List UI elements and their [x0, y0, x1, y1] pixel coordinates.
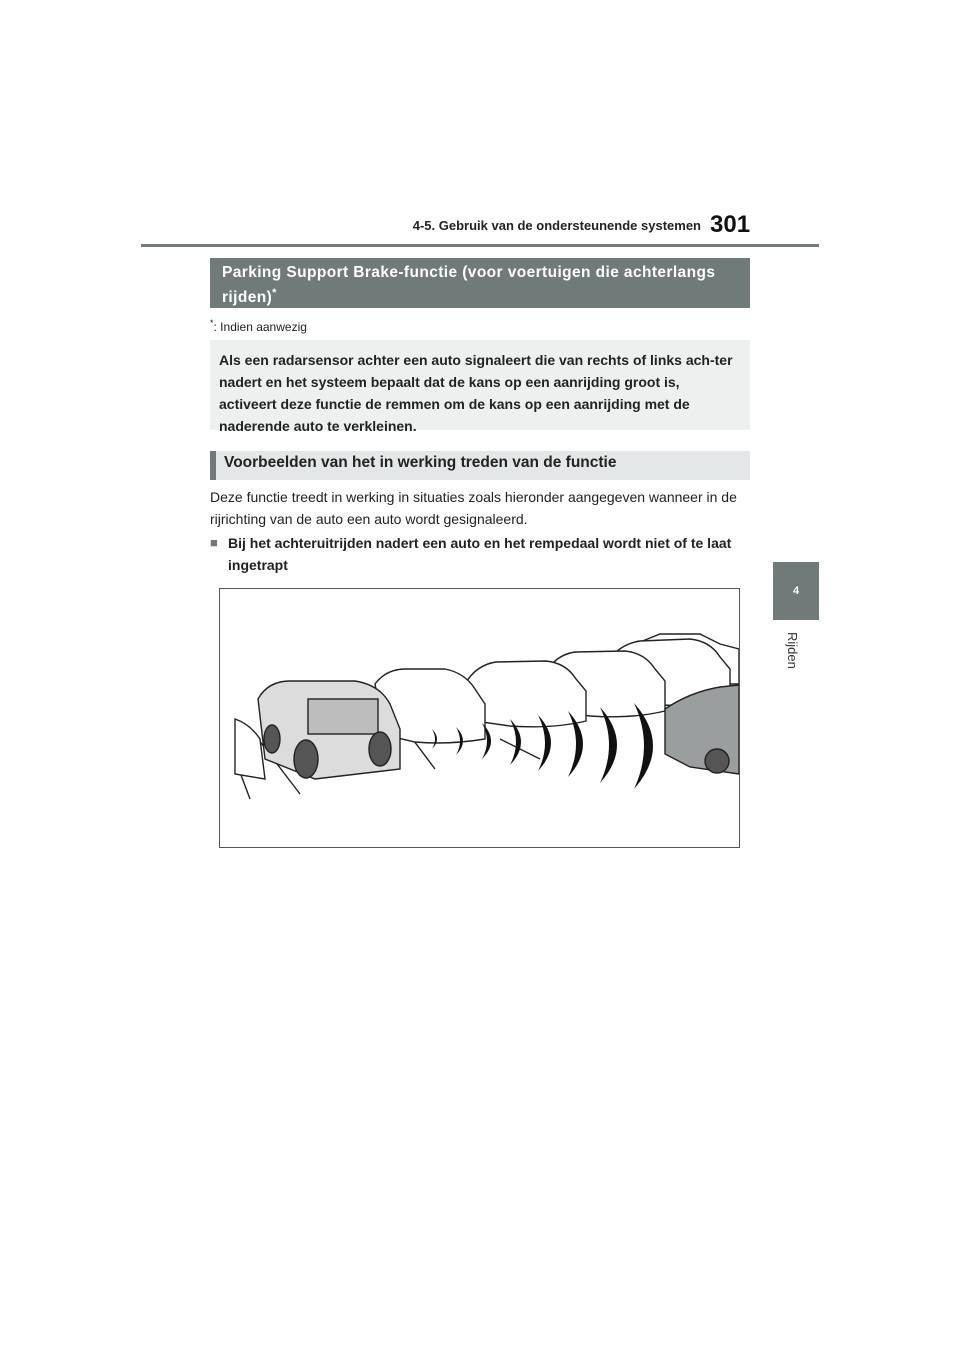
left-parked-car [235, 719, 265, 779]
bullet-square-icon: ■ [210, 535, 218, 550]
parking-scene-illustration [220, 589, 739, 847]
chapter-tab [773, 562, 819, 620]
chapter-tab-label: Rijden [785, 632, 800, 669]
section-title-text: Parking Support Brake-functie (voor voertuigen die achterlangs rijden) [222, 264, 716, 307]
subheading: Voorbeelden van het in werking treden van de functie [210, 451, 750, 480]
intro-paragraph: Als een radarsensor achter een auto signaleert die van rechts of links ach-ter nadert en het systeem bepaalt dat de kans op een aanrijding groot is, activeert deze functie de remmen om de kans op een aanrijding met de naderende auto te verkleinen. [210, 340, 750, 430]
footnote [210, 318, 307, 334]
chapter-tab-number: 4 [792, 585, 800, 597]
section-title [210, 258, 750, 308]
chapter-section-header: 4-5. Gebruik van de ondersteunende systemen [412, 218, 701, 233]
header-divider [141, 244, 819, 247]
bullet-text: Bij het achteruitrijden nadert een auto en het rempedaal wordt niet of te laat ingetrapt [228, 535, 732, 573]
section-title-asterisk: * [272, 287, 277, 299]
body-paragraph: Deze functie treedt in werking in situaties zoals hieronder aangegeven wanneer in de rijrichting van de auto een auto wordt gesignaleerd. [210, 489, 737, 527]
footnote-text: : Indien aanwezig [213, 320, 307, 334]
illustration-reversing-car [219, 588, 740, 848]
page-number: 301 [710, 211, 751, 238]
bullet-item [210, 532, 750, 576]
footnote-marker: * [210, 318, 214, 328]
